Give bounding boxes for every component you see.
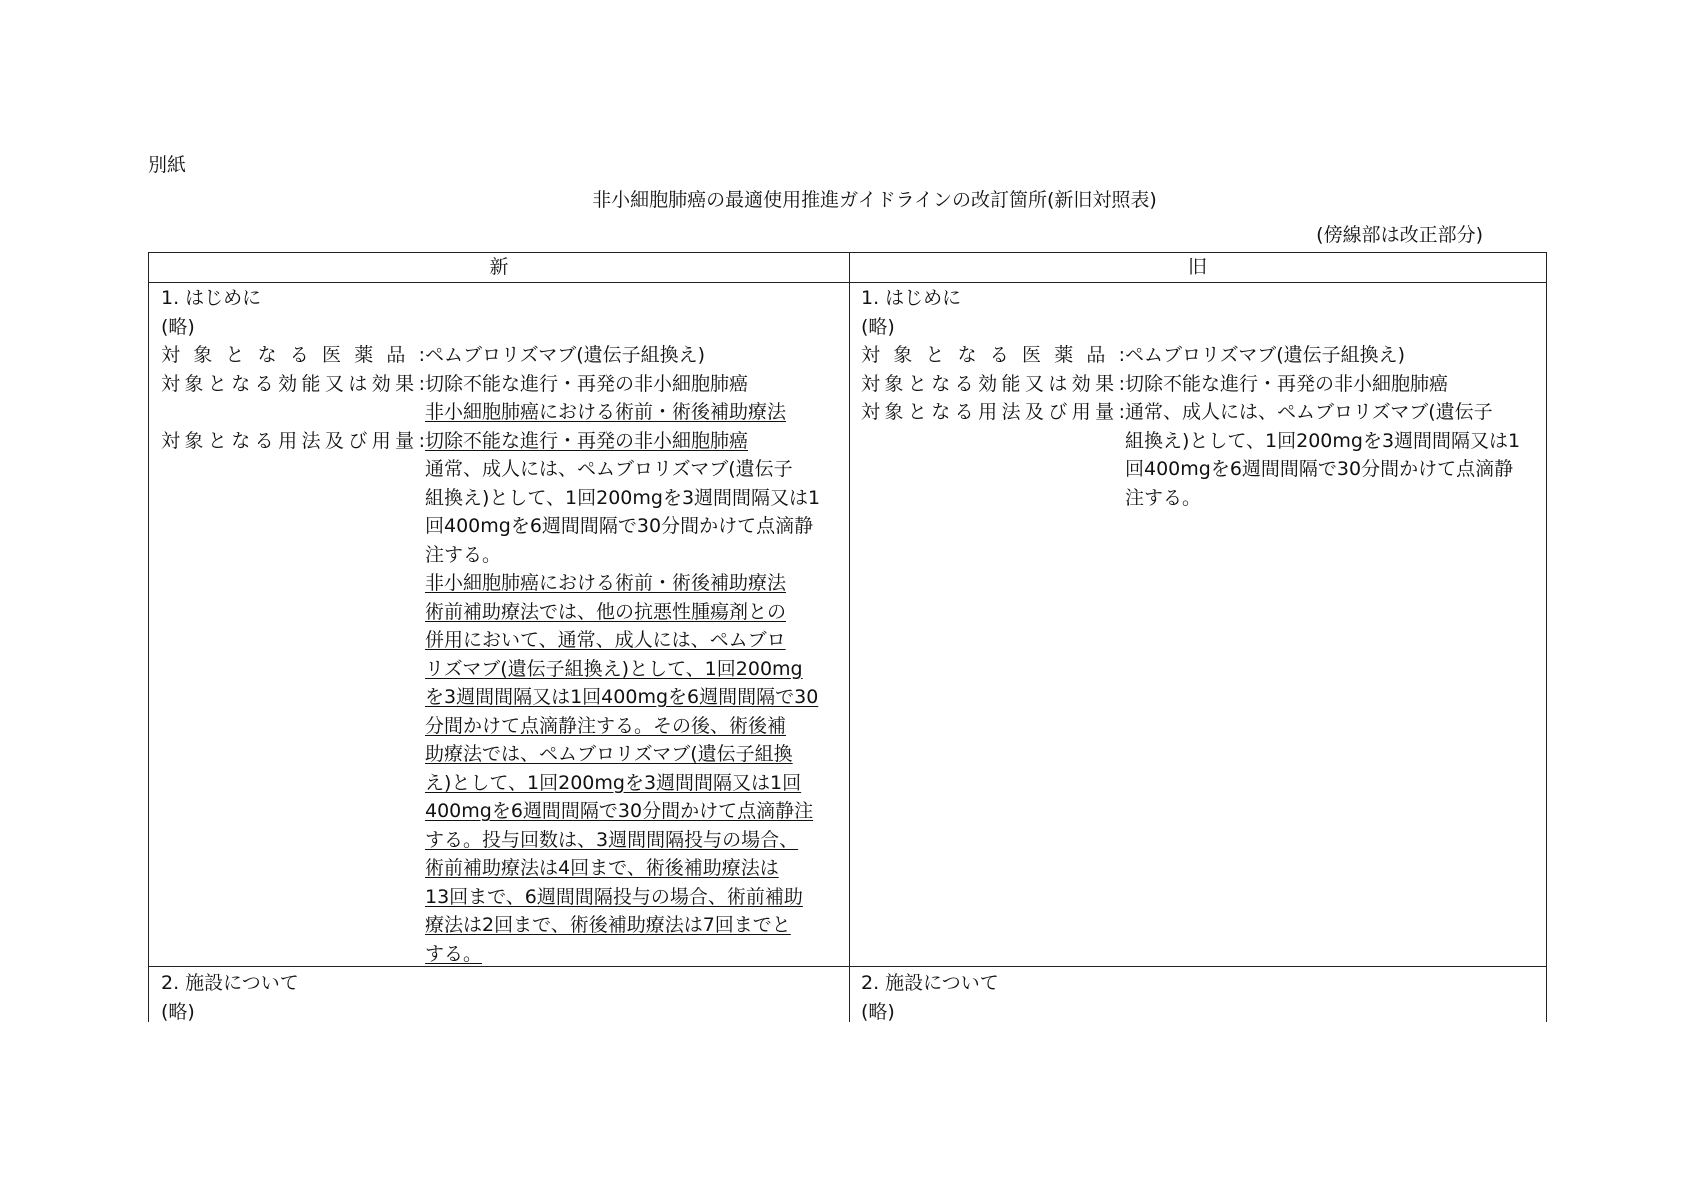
document-title-text: 非小細胞肺癌の最適使用推進ガイドラインの改訂箇所(新旧対照表): [592, 189, 1157, 211]
old-efficacy-label: 対象となる効能又は効果:: [861, 372, 1125, 395]
old-dosage-line: 回400mgを6週間間隔で30分間かけて点滴静: [1125, 458, 1514, 480]
new-section2-omit: (略): [161, 1000, 195, 1023]
old-dosage-label: 対象となる用法及び用量:: [861, 401, 1125, 423]
old-drug-label: 対象となる医薬品:: [861, 344, 1125, 366]
old-dosage-values: [1125, 398, 1541, 512]
column-header-new: 新: [489, 256, 509, 278]
old-efficacy-line: 切除不能な進行・再発の非小細胞肺癌: [1125, 372, 1449, 395]
new-dosage-line: 400mgを6週間間隔で30分間かけて点滴静注: [425, 800, 814, 822]
header-rule: [149, 282, 1546, 283]
new-dosage-line: 術前補助療法は4回まで、術後補助療法は: [425, 857, 779, 879]
new-dosage-values: [425, 427, 841, 969]
new-dosage-line: 回400mgを6週間間隔で30分間かけて点滴静: [425, 515, 814, 537]
document-title: [0, 187, 1695, 213]
new-dosage-line: え)として、1回200mgを3週間間隔又は1回: [425, 771, 802, 794]
new-dosage-line: 非小細胞肺癌における術前・術後補助療法: [425, 572, 787, 594]
old-efficacy-row: [861, 370, 1541, 399]
column-divider: [849, 253, 850, 1022]
new-dosage-line: 療法は2回まで、術後補助療法は7回までと: [425, 914, 791, 936]
new-drug-row: [161, 341, 841, 370]
new-dosage-line: 組換え)として、1回200mgを3週間間隔又は1: [425, 486, 821, 509]
page-label: 別紙: [148, 154, 187, 176]
old-efficacy-values: [1125, 370, 1541, 399]
old-dosage-line: 注する。: [1125, 486, 1202, 509]
old-section1-heading: 1. はじめに: [861, 287, 962, 309]
old-drug-row: [861, 341, 1541, 370]
new-dosage-line: を3週間間隔又は1回400mgを6週間間隔で30: [425, 686, 819, 708]
new-drug-label: 対象となる医薬品:: [161, 344, 425, 366]
new-dosage-line: 通常、成人には、ペムブロリズマブ(遺伝子: [425, 458, 793, 480]
new-section1-omit: (略): [161, 315, 195, 338]
new-dosage-line: する。投与回数は、3週間間隔投与の場合、: [425, 828, 799, 851]
new-drug-value: ペムブロリズマブ(遺伝子組換え): [425, 344, 706, 366]
new-efficacy-line: 切除不能な進行・再発の非小細胞肺癌: [425, 372, 749, 395]
new-efficacy-row: [161, 370, 841, 427]
new-dosage-line: 切除不能な進行・再発の非小細胞肺癌: [425, 429, 749, 452]
new-dosage-line: する。: [425, 942, 483, 965]
old-section2: [861, 969, 1541, 1026]
new-efficacy-label: 対象となる効能又は効果:: [161, 372, 425, 395]
old-dosage-line: 通常、成人には、ペムブロリズマブ(遺伝子: [1125, 401, 1493, 423]
old-section1-omit: (略): [861, 315, 895, 338]
old-dosage-line: 組換え)として、1回200mgを3週間間隔又は1: [1125, 429, 1521, 452]
new-dosage-line: リズマブ(遺伝子組換え)として、1回200mg: [425, 657, 803, 680]
new-dosage-label: 対象となる用法及び用量:: [161, 429, 425, 452]
new-dosage-line: 分間かけて点滴静注する。その後、術後補: [425, 714, 787, 737]
column-header-old: 旧: [1187, 256, 1207, 278]
new-dosage-line: 術前補助療法では、他の抗悪性腫瘍剤との: [425, 600, 787, 623]
new-dosage-line: 13回まで、6週間間隔投与の場合、術前補助: [425, 885, 803, 908]
old-section2-omit: (略): [861, 1000, 895, 1023]
new-section2: [161, 969, 841, 1026]
comparison-table: [148, 252, 1547, 1022]
new-dosage-row: [161, 427, 841, 969]
new-dosage-line: 注する。: [425, 543, 502, 566]
old-section2-heading: 2. 施設について: [861, 972, 999, 994]
old-drug-value: ペムブロリズマブ(遺伝子組換え): [1125, 344, 1406, 366]
new-efficacy-values: [425, 370, 841, 427]
new-efficacy-line: 非小細胞肺癌における術前・術後補助療法: [425, 401, 787, 423]
new-section2-heading: 2. 施設について: [161, 972, 299, 994]
revision-note: (傍線部は改正部分): [1316, 224, 1483, 246]
new-section1: [161, 284, 841, 968]
new-dosage-line: 併用において、通常、成人には、ペムブロ: [425, 629, 786, 651]
old-section1: [861, 284, 1541, 512]
old-dosage-row: [861, 398, 1541, 512]
new-section1-heading: 1. はじめに: [161, 287, 262, 309]
new-dosage-line: 助療法では、ペムブロリズマブ(遺伝子組換: [425, 743, 793, 765]
